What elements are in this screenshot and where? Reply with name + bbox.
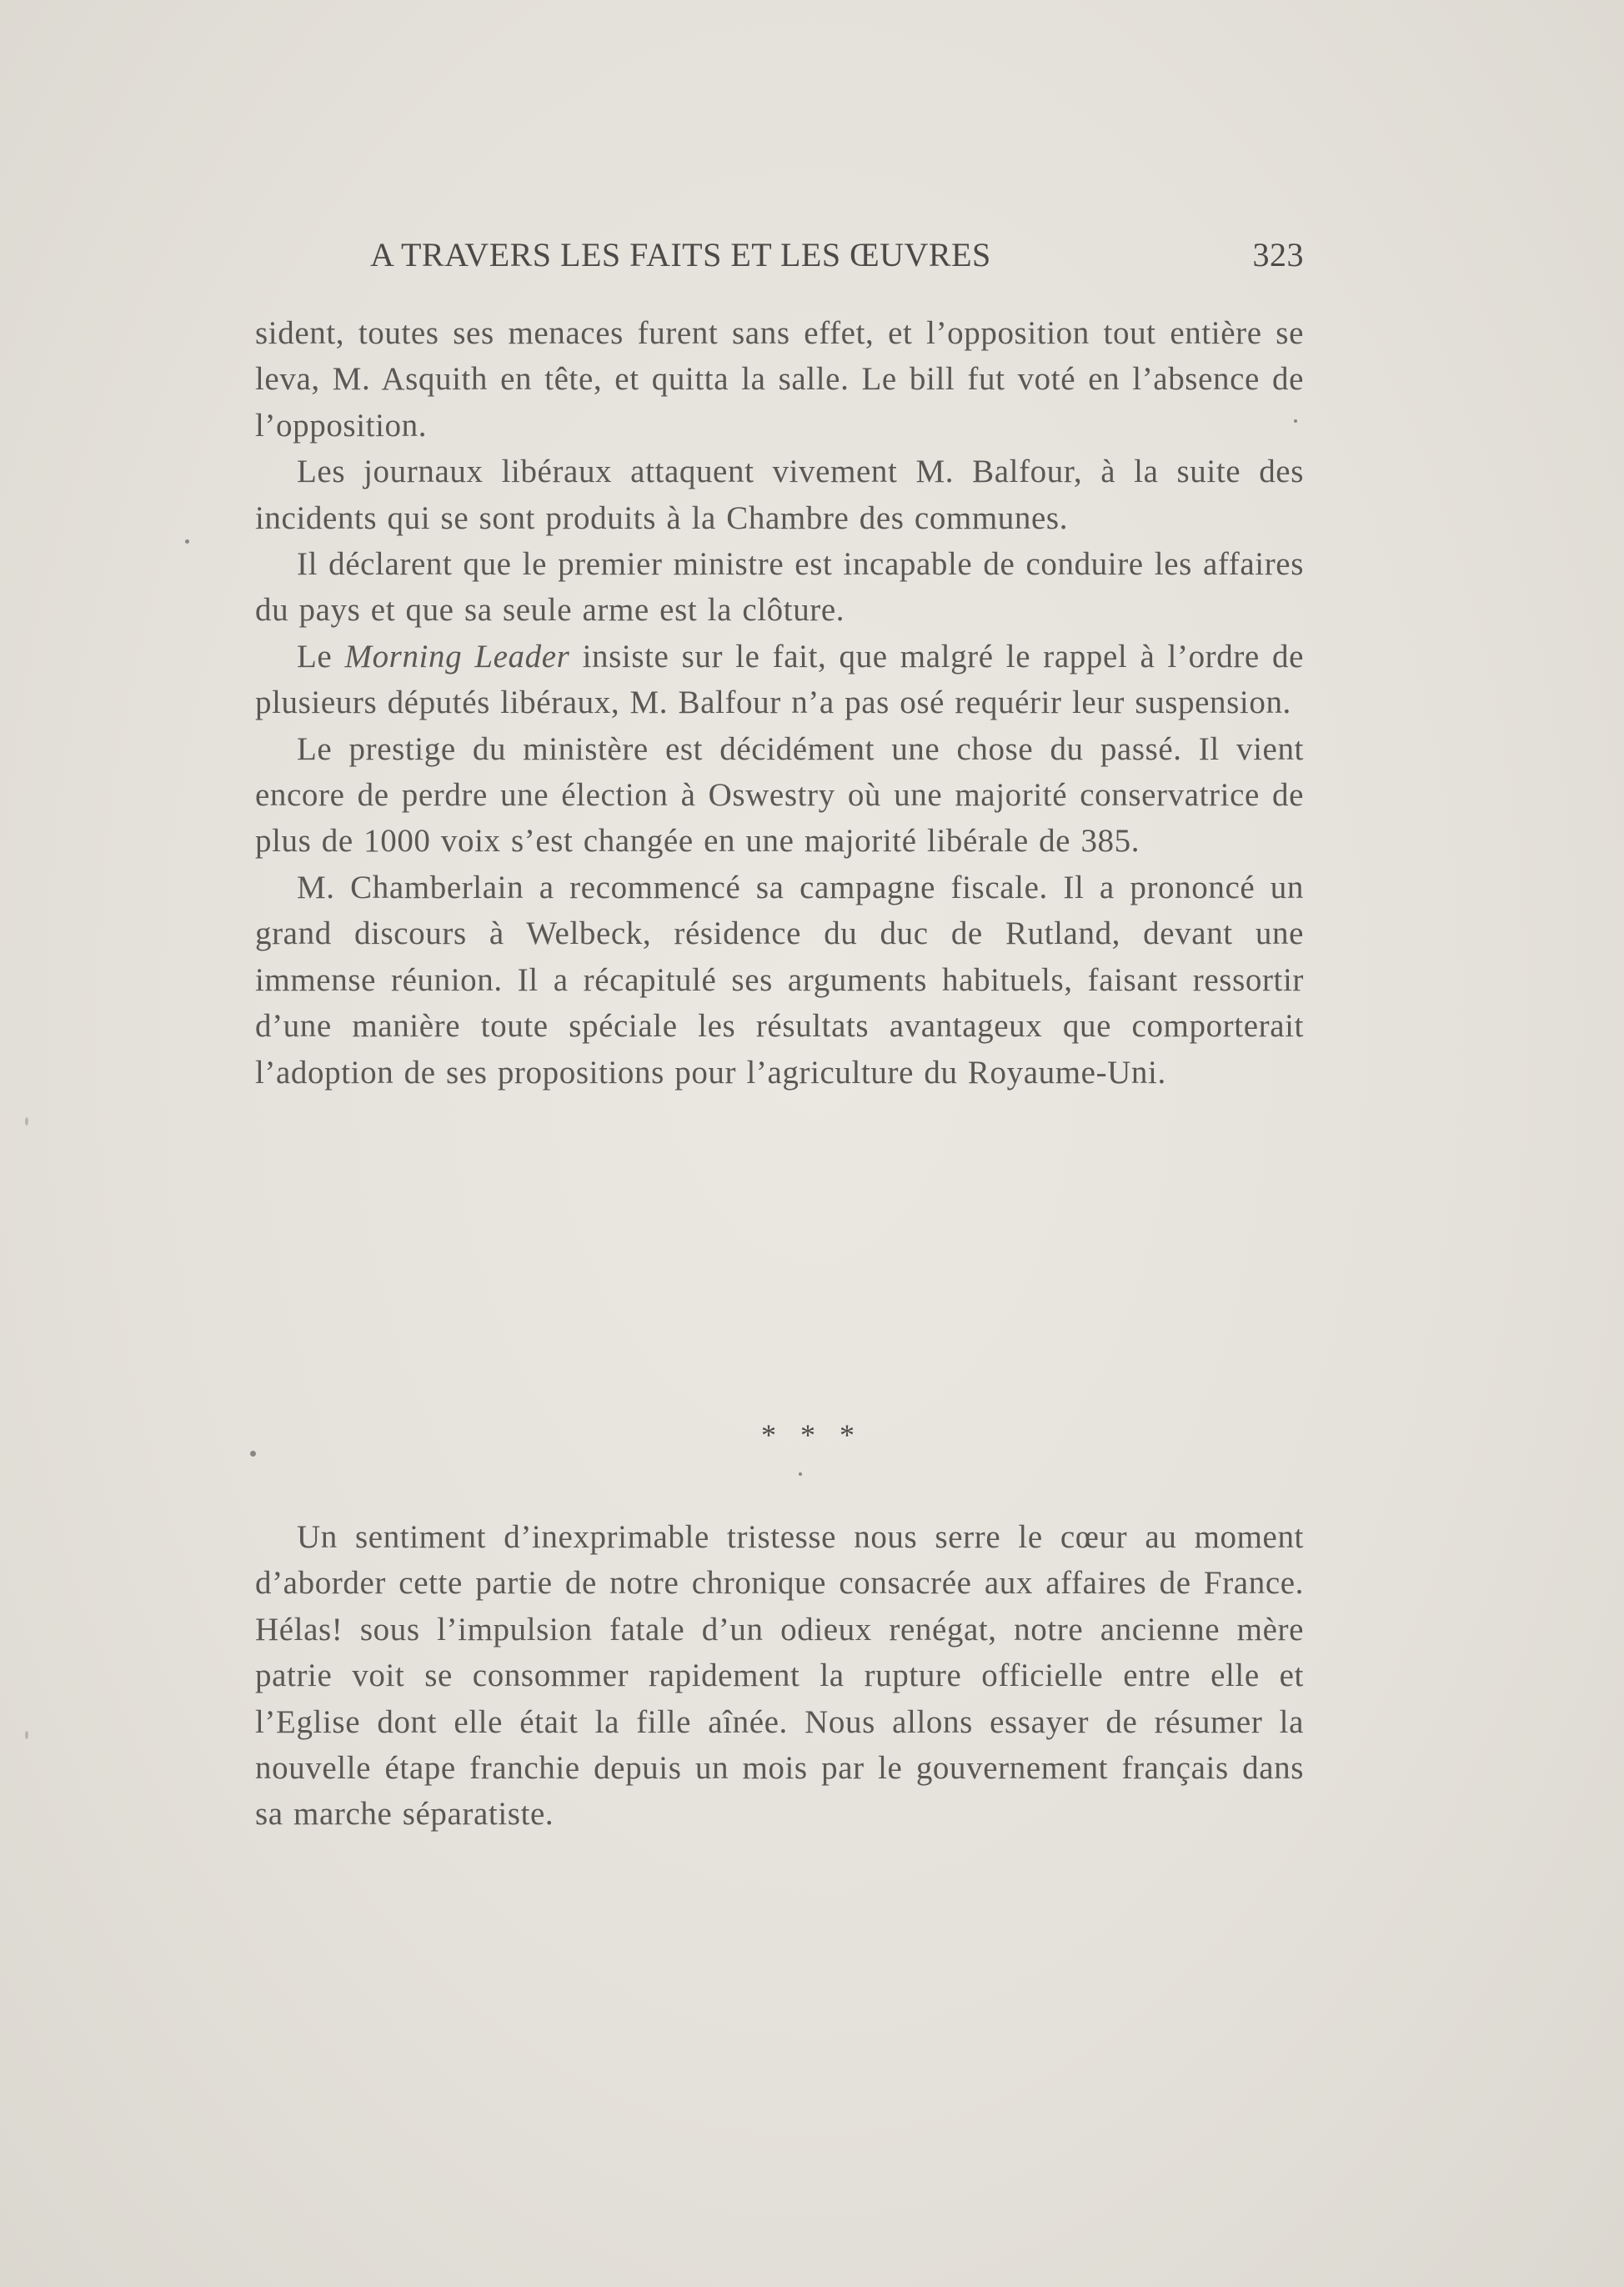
text-block-lower [255, 1514, 1304, 1838]
text-block-upper [255, 310, 1304, 1096]
paper-speck [25, 1117, 28, 1126]
paper-speck [250, 1451, 256, 1457]
page-number: 323 [1252, 236, 1304, 273]
paper-speck [799, 1472, 802, 1476]
paper-speck [1294, 419, 1297, 423]
paragraph-france: Un sentiment d’inexprimable tristesse nous serre le cœur au moment d’aborder cette partie de notre chronique consacrée aux affaires de France. Hélas! sous l’impulsion fatale d’un odieux renégat, notre ancienne mère patrie voit se consommer rapidement la rupture officielle entre elle et l’Eglise dont elle était la fille aînée. Nous allons essayer de résumer la nouvelle étape franchie depuis un mois par le gouvernement français dans sa marche séparatiste. [255, 1519, 1304, 1833]
newspaper-title: Morning Leader [344, 638, 570, 675]
paragraph-ministry-prestige: Le prestige du ministère est décidément une chose du passé. Il vient encore de perdre une élection à Oswestry où une majorité conservatrice de plus de 1000 voix s’est changée en une majorité libérale de 385. [255, 730, 1304, 860]
paragraph-morning-leader [255, 634, 1304, 726]
paragraph-morning-leader-prefix: Le [297, 638, 345, 675]
paper-speck [25, 1731, 28, 1739]
running-title: A TRAVERS LES FAITS ET LES ŒUVRES [370, 236, 991, 273]
running-header [370, 235, 1304, 285]
paragraph-continuation: sident, toutes ses menaces furent sans effet, et l’opposition tout entière se leva, M. Asquith en tête, et quitta la salle. Le bill fut voté en l’absence de l’opposition. [255, 315, 1304, 444]
paragraph-liberal-press: Les journaux libéraux attaquent vivement M. Balfour, à la suite des incidents qui se sont produits à la Chambre des communes. [255, 454, 1304, 536]
paragraph-morning-leader-suffix: insiste sur le fait, que malgré le rappel à l’ordre de plusieurs députés libéraux, M. Balfour n’a pas osé requérir leur suspension. [255, 638, 1305, 721]
paper-speck [185, 539, 189, 544]
paragraph-cloture: Il déclarent que le premier ministre est incapable de conduire les affaires du pays et que sa seule arme est la clôture. [255, 546, 1304, 629]
paragraph-chamberlain: M. Chamberlain a recommencé sa campagne fiscale. Il a prononcé un grand discours à Welbeck, résidence du duc de Rutland, devant une immense réunion. Il a récapitulé ses arguments habituels, faisant ressortir d’une manière toute spéciale les résultats avantageux que comporterait l’adoption de ses propositions pour l’agriculture du Royaume-Uni. [255, 869, 1304, 1091]
section-separator: * * * [761, 1418, 863, 1452]
